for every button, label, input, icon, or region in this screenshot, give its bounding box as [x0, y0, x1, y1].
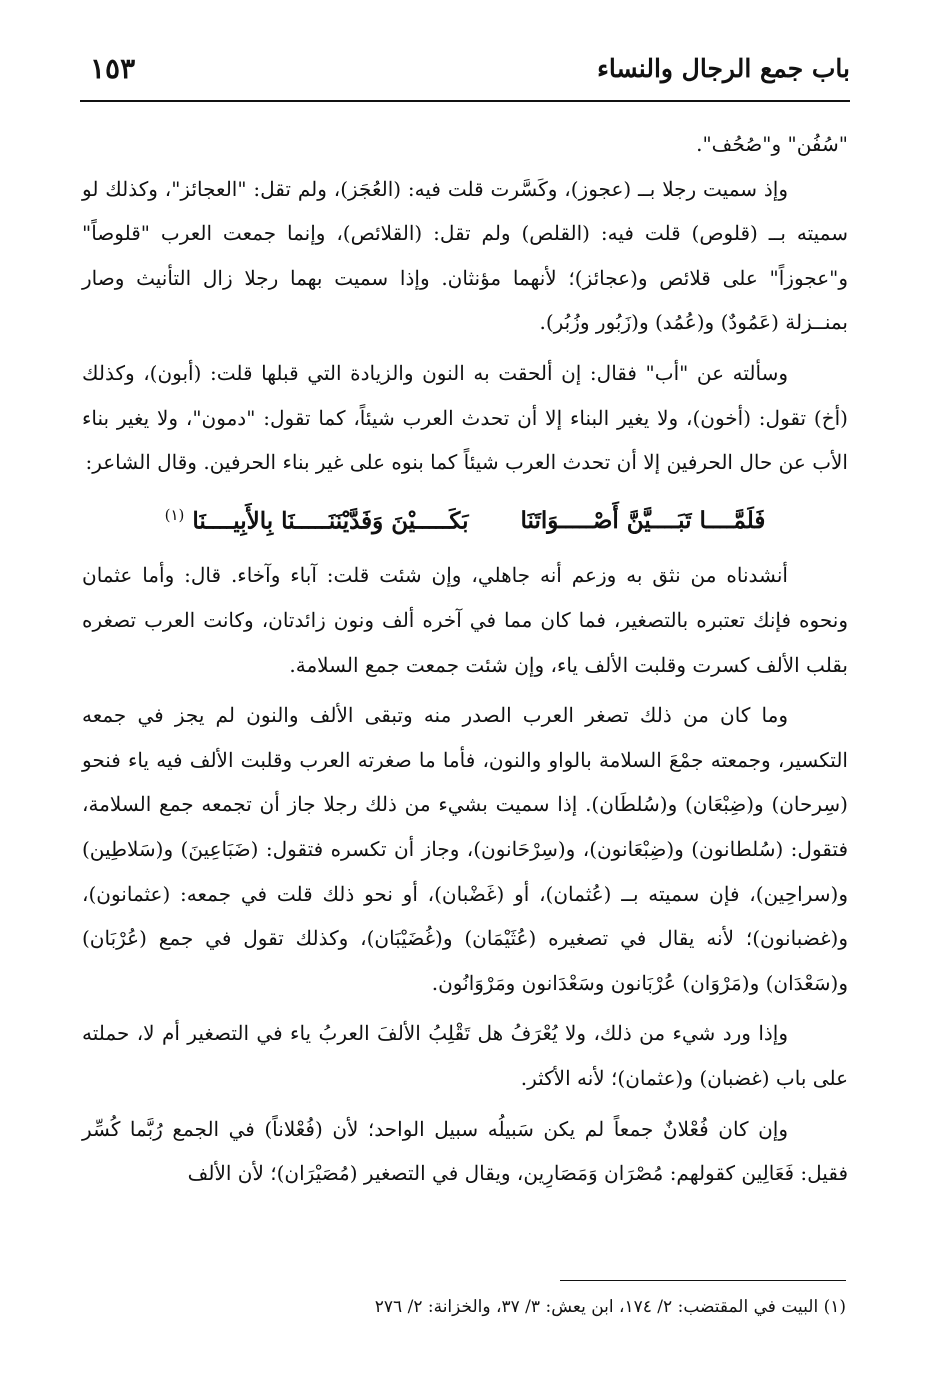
- verse-second-hemistich: [165, 487, 469, 550]
- footnote: (١) البيت في المقتضب: ٢/ ١٧٤، ابن يعش: ٣/ ٣٧، والخزانة: ٢/ ٢٧٦: [374, 1297, 846, 1317]
- verse-second-text: بَكَـــــيْنَ وَفَدَّيْنَنَـــــنَا بِالأَبِيــــنَا: [192, 507, 469, 535]
- poetry-verse: [82, 487, 848, 550]
- header-rule: [80, 100, 850, 102]
- page-header: [80, 52, 850, 96]
- paragraph-1: "سُفُن" و"صُحُف".: [696, 132, 848, 156]
- paragraph-4: أنشدناه من نثق به وزعم أنه جاهلي، وإن شئت قلت: آباء وآخاء. قال: وأما عثمان ونحوه فإنك تعتبره بالتصغير، فما كان مما في آخره ألف ونون زائدتان، وكانت العرب تصغره بقلب الألف كسرت وقلبت الألف ياء، وإن شئت جمعت جمع السلامة.: [82, 563, 848, 677]
- paragraph-5: وما كان من ذلك تصغر العرب الصدر منه وتبقى الألف والنون لم يجز في جمعه التكسير، وجمعته جمْعَ السلامة بالواو والنون، فأما ما صغرته العرب وقلبت الألف فيه ياء فنحو (سِرحان) و(ضِبْعَان) و(سُلطَان). إذا سميت بشيء من ذلك رجلا جاز أن تجمعه جمع السلامة، فتقول: (سُلطانون) و(ضِبْعَانون)، و(سِرْحَانون)، وجاز أن تكسره فتقول: (ضَبَاعِينَ) و(سَلاطِين) و(سراحِين)، فإن سميته بــ (عُثمان)، أو (غَضْبان)، أو نحو ذلك قلت في جمعه: (عثمانون)، و(غضبانون)؛ لأنه يقال في تصغيره (عُثَيْمَان) و(غُضَيْبَان)، وكذلك تقول في جمع (عُرْبَان) و(سَعْدَان) و(مَرْوَان) عُرْبَانون وسَعْدَانون ومَرْوَانُون.: [82, 703, 848, 995]
- footnote-rule: [560, 1280, 846, 1281]
- paragraph-2: وإذ سميت رجلا بــ (عجوز)، وكَسَّرت قلت فيه: (العُجَز)، ولم تقل: "العجائز"، وكذلك لو سميته بــ (قلوص) قلت فيه: (القلص) ولم تقل: (القلائص)، وإنما جمعت العرب "قلوصاً" و"عجوزاً" على قلائص و(عجائز)؛ لأنهما مؤنثان. وإذا سميت بهما رجلا زال التأنيث وصار بمنــزلة (عَمُودٌ) و(عُمُد) و(زَبُور وزُبُر).: [82, 176, 848, 335]
- page-number: ١٥٣: [90, 52, 136, 85]
- footnote-marker: (١): [164, 505, 185, 524]
- verse-first-hemistich: فَلَمَّــــا تَبَــــيَّنَّ أَصْـــــوَاتَنَا: [520, 507, 766, 535]
- main-text: [82, 122, 848, 1196]
- paragraph-3: وسألته عن "أب" فقال: إن ألحقت به النون والزيادة التي قبلها قلت: (أبون)، وكذلك (أخ) تقول: (أخون)، ولا يغير البناء إلا أن تحدث العرب شيئاً، كما تقول: "دمون"، ولا يغير بناء الأب عن حال الحرفين إلا أن تحدث العرب شيئاً كما بنوه على غير بناء الحرفين. وقال الشاعر:: [82, 360, 848, 475]
- paragraph-7: وإن كان فُعْلانٌ جمعاً لم يكن سَبيلُه سبيل الواحد؛ لأن (فُعْلاناً) في الجمع رُبَّما كُسِّر فقيل: فَعَالِين كقولهم: مُصْرَان وَمَصَارِين، ويقال في التصغير (مُصَيْرَان)؛ لأن الألف: [82, 1116, 848, 1186]
- running-title: باب جمع الرجال والنساء: [597, 54, 850, 83]
- paragraph-6: وإذا ورد شيء من ذلك، ولا يُعْرَفُ هل تَقْلِبُ الألفَ العربُ ياء في التصغير أم لا، حملته على باب (غضبان) و(عثمان)؛ لأنه الأكثر.: [82, 1021, 848, 1090]
